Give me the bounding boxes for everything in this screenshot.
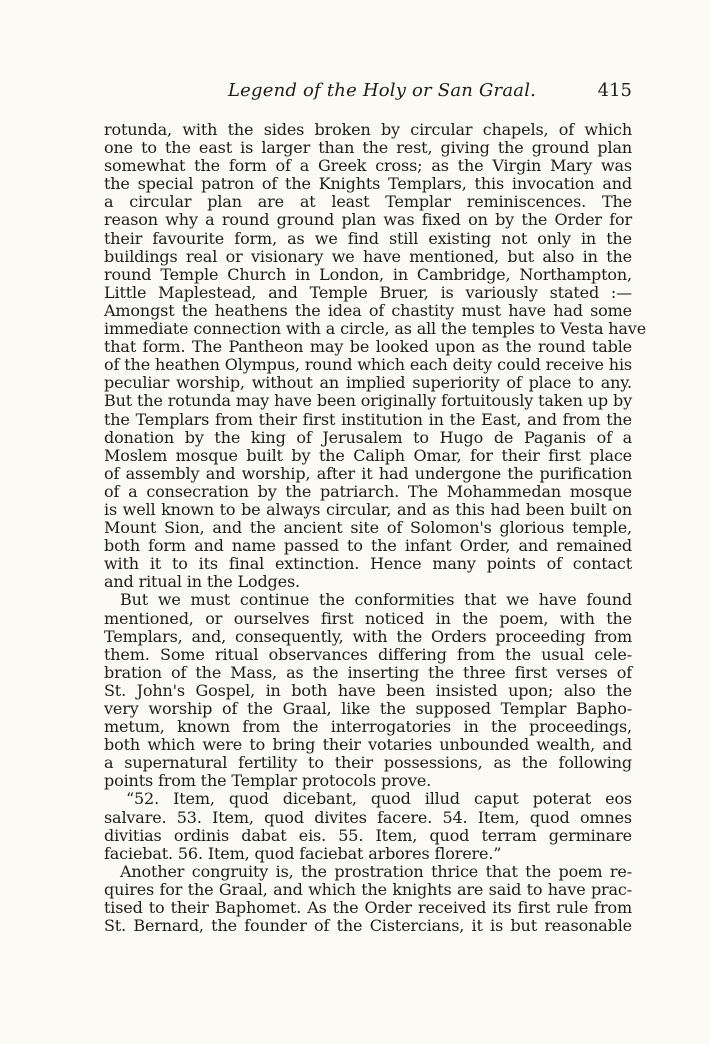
text-line: both form and name passed to the infant Order, and remained [104,536,632,556]
text-line: one to the east is larger than the rest, giving the ground plan [104,138,632,158]
text-line: peculiar worship, without an implied superiority of place to any. [104,373,632,393]
text-line: that form. The Pantheon may be looked upon as the round table [104,337,632,357]
text-line: immediate connection with a circle, as all the temples to Vesta have [104,319,647,339]
text-line: the Templars from their first institution in the East, and from the [104,409,632,429]
text-line: is well known to be always circular, and as this had been built on [104,499,632,519]
text-line: mentioned, or ourselves first noticed in the poem, with the [104,608,632,628]
text-line: But we must continue the conformities that we have found [120,590,632,610]
text-line: a supernatural fertility to their possessions, as the following [104,753,632,773]
text-line: St. John's Gospel, in both have been insisted upon; also the [104,680,632,700]
text-line: the special patron of the Knights Templars, this invocation and [104,174,632,194]
running-title: Legend of the Holy or San Graal. [228,80,537,101]
text-line: round Temple Church in London, in Cambridge, Northampton, [104,264,632,284]
text-line: them. Some ritual observances differing from the usual cele- [104,644,632,664]
text-line: of assembly and worship, after it had undergone the purification [104,463,632,483]
text-line: points from the Templar protocols prove. [104,771,432,791]
text-line: quires for the Graal, and which the knights are said to have prac- [104,879,632,899]
text-line: buildings real or visionary we have mentioned, but also in the [104,246,632,266]
text-line: very worship of the Graal, like the supposed Templar Bapho- [104,699,632,718]
text-line: divitias ordinis dabat eis. 55. Item, quod terram germinare [104,825,632,845]
page-number: 415 [597,80,632,101]
text-line: somewhat the form of a Greek cross; as the Virgin Mary was [104,156,632,176]
text-line: both which were to bring their votaries unbounded wealth, and [104,735,632,755]
text-line: salvare. 53. Item, quod divites facere. 54. Item, quod omnes [104,807,632,827]
text-line: a circular plan are at least Templar reminiscences. The [104,192,632,212]
text-line: “52. Item, quod dicebant, quod illud caput poterat eos [126,789,632,809]
text-line: Amongst the heathens the idea of chastity must have had some [104,300,632,320]
text-line: metum, known from the interrogatories in the proceedings, [104,717,632,737]
body-text [104,120,647,936]
text-line: bration of the Mass, as the inserting the three first verses of [104,662,632,682]
text-line: their favourite form, as we find still existing not only in the [104,228,632,248]
text-line: Another congruity is, the prostration thrice that the poem re- [120,861,632,881]
text-line: But the rotunda may have been originally fortuitously taken up by [104,391,632,411]
text-line: Mount Sion, and the ancient site of Solomon's glorious temple, [104,518,632,538]
page-header [100,80,632,110]
text-line: donation by the king of Jerusalem to Hugo de Paganis of a [104,427,632,447]
text-line: faciebat. 56. Item, quod faciebat arbores florere.” [104,843,502,863]
text-line: reason why a round ground plan was fixed on by the Order for [104,210,632,230]
text-line: rotunda, with the sides broken by circular chapels, of which [104,120,632,139]
text-line: Templars, and, consequently, with the Orders proceeding from [104,626,632,646]
text-line: with it to its final extinction. Hence many points of contact [104,554,632,574]
text-line: Little Maplestead, and Temple Bruer, is variously stated :— [104,282,632,302]
text-line: and ritual in the Lodges. [104,572,300,592]
text-line: Moslem mosque built by the Caliph Omar, for their first place [104,445,632,465]
text-line: of a consecration by the patriarch. The Mohammedan mosque [104,481,632,501]
text-line: tised to their Baphomet. As the Order received its first rule from [104,898,632,918]
text-line: St. Bernard, the founder of the Cistercians, it is but reasonable [104,916,632,936]
text-line: of the heathen Olympus, round which each deity could receive his [104,355,632,375]
